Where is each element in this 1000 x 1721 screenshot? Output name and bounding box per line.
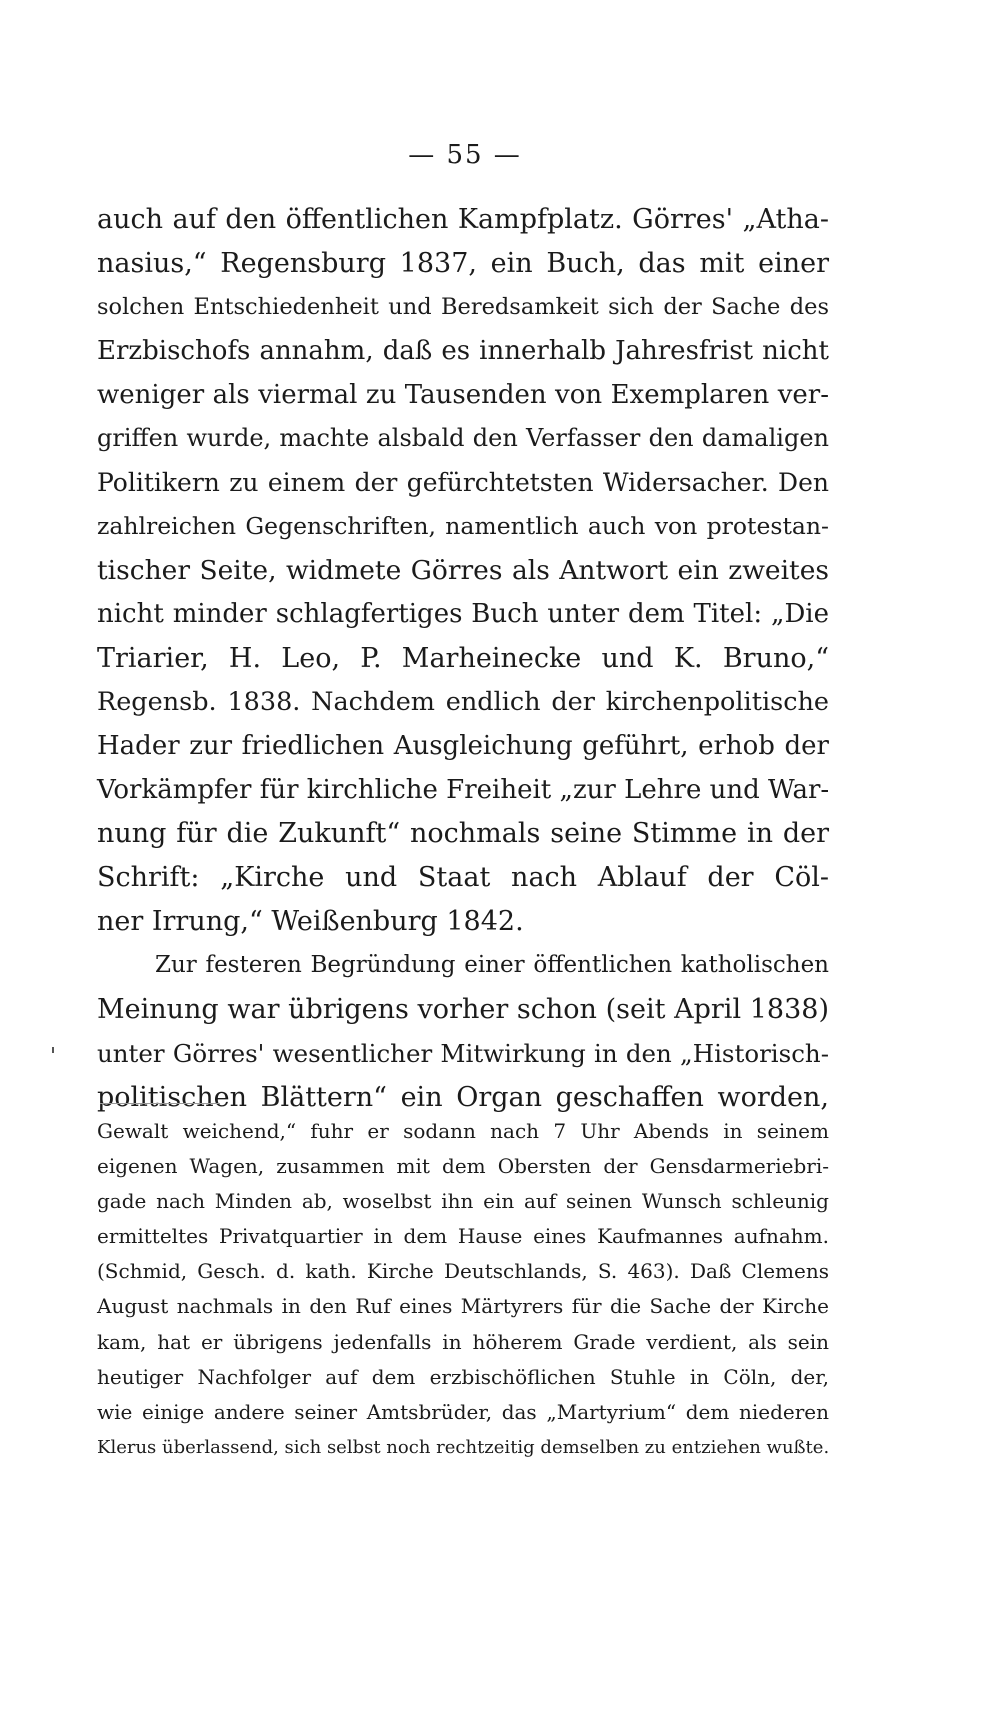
text-line: nicht minder schlagfertiges Buch unter dem Titel: „Die xyxy=(97,599,829,630)
text-line: Vorkämpfer für kirchliche Freiheit „zur Lehre und War- xyxy=(97,774,830,805)
text-line: ner Irrung,“ Weißenburg 1842. xyxy=(97,906,524,938)
footnote-line: gade nach Minden ab, woselbst ihn ein auf seinen Wunsch schleunig xyxy=(97,1189,829,1214)
footnote-line: (Schmid, Gesch. d. kath. Kirche Deutschlands, S. 463). Daß Clemens xyxy=(97,1259,829,1284)
main-text xyxy=(97,198,829,1120)
text-line: Triarier, H. Leo, P. Marheinecke und K. Bruno,“ xyxy=(97,642,829,674)
paragraph-start-line: Zur festeren Begründung einer öffentlichen katholischen xyxy=(155,952,829,979)
text-line: politischen Blättern“ ein Organ geschaffen worden, xyxy=(97,1081,829,1113)
text-line: Hader zur friedlichen Ausgleichung geführt, erhob der xyxy=(97,730,829,761)
text-line: unter Görres' wesentlicher Mitwirkung in den „Historisch- xyxy=(97,1038,829,1068)
footnote-line: heutiger Nachfolger auf dem erzbischöflichen Stuhle in Cöln, der, xyxy=(97,1364,829,1389)
footnote-block xyxy=(97,1114,829,1465)
footnote-line: Gewalt weichend,“ fuhr er sodann nach 7 Uhr Abends in seinem xyxy=(97,1119,829,1143)
page-number: — 55 — xyxy=(408,140,522,170)
text-line: solchen Entschiedenheit und Beredsamkeit sich der Sache des xyxy=(97,293,829,320)
text-line: tischer Seite, widmete Görres als Antwort ein zweites xyxy=(97,555,829,587)
margin-mark xyxy=(52,1047,54,1053)
text-line: Regensb. 1838. Nachdem endlich der kirchenpolitische xyxy=(97,686,829,717)
text-line: Meinung war übrigens vorher schon (seit April 1838) xyxy=(97,994,829,1026)
text-line: nasius,“ Regensburg 1837, ein Buch, das mit einer xyxy=(97,247,829,279)
footnote-line: Klerus überlassend, sich selbst noch rechtzeitig demselben zu entziehen wußte. xyxy=(97,1436,830,1458)
footnote-line: eigenen Wagen, zusammen mit dem Obersten der Gensdarmeriebri- xyxy=(97,1154,829,1179)
footnote-line: kam, hat er übrigens jedenfalls in höherem Grade verdient, als sein xyxy=(97,1329,829,1354)
text-line: weniger als viermal zu Tausenden von Exemplaren ver- xyxy=(97,379,829,410)
text-line: zahlreichen Gegenschriften, namentlich auch von protestan- xyxy=(97,512,829,541)
footnote-line: August nachmals in den Ruf eines Märtyrers für die Sache der Kirche xyxy=(97,1294,829,1319)
text-line: griffen wurde, machte alsbald den Verfasser den damaligen xyxy=(97,424,829,453)
text-line: auch auf den öffentlichen Kampfplatz. Görres' „Atha- xyxy=(97,204,829,235)
text-line: Schrift: „Kirche und Staat nach Ablauf der Cöl- xyxy=(97,862,829,894)
footnote-line: ermitteltes Privatquartier in dem Hause eines Kaufmannes aufnahm. xyxy=(97,1224,829,1249)
text-line: Politikern zu einem der gefürchtetsten Widersacher. Den xyxy=(97,468,829,498)
text-line: nung für die Zukunft“ nochmals seine Stimme in der xyxy=(97,818,829,850)
footnote-divider xyxy=(100,1103,220,1104)
footnote-line: wie einige andere seiner Amtsbrüder, das „Martyrium“ dem niederen xyxy=(97,1399,829,1424)
text-line: Erzbischofs annahm, daß es innerhalb Jahresfrist nicht xyxy=(97,335,829,366)
